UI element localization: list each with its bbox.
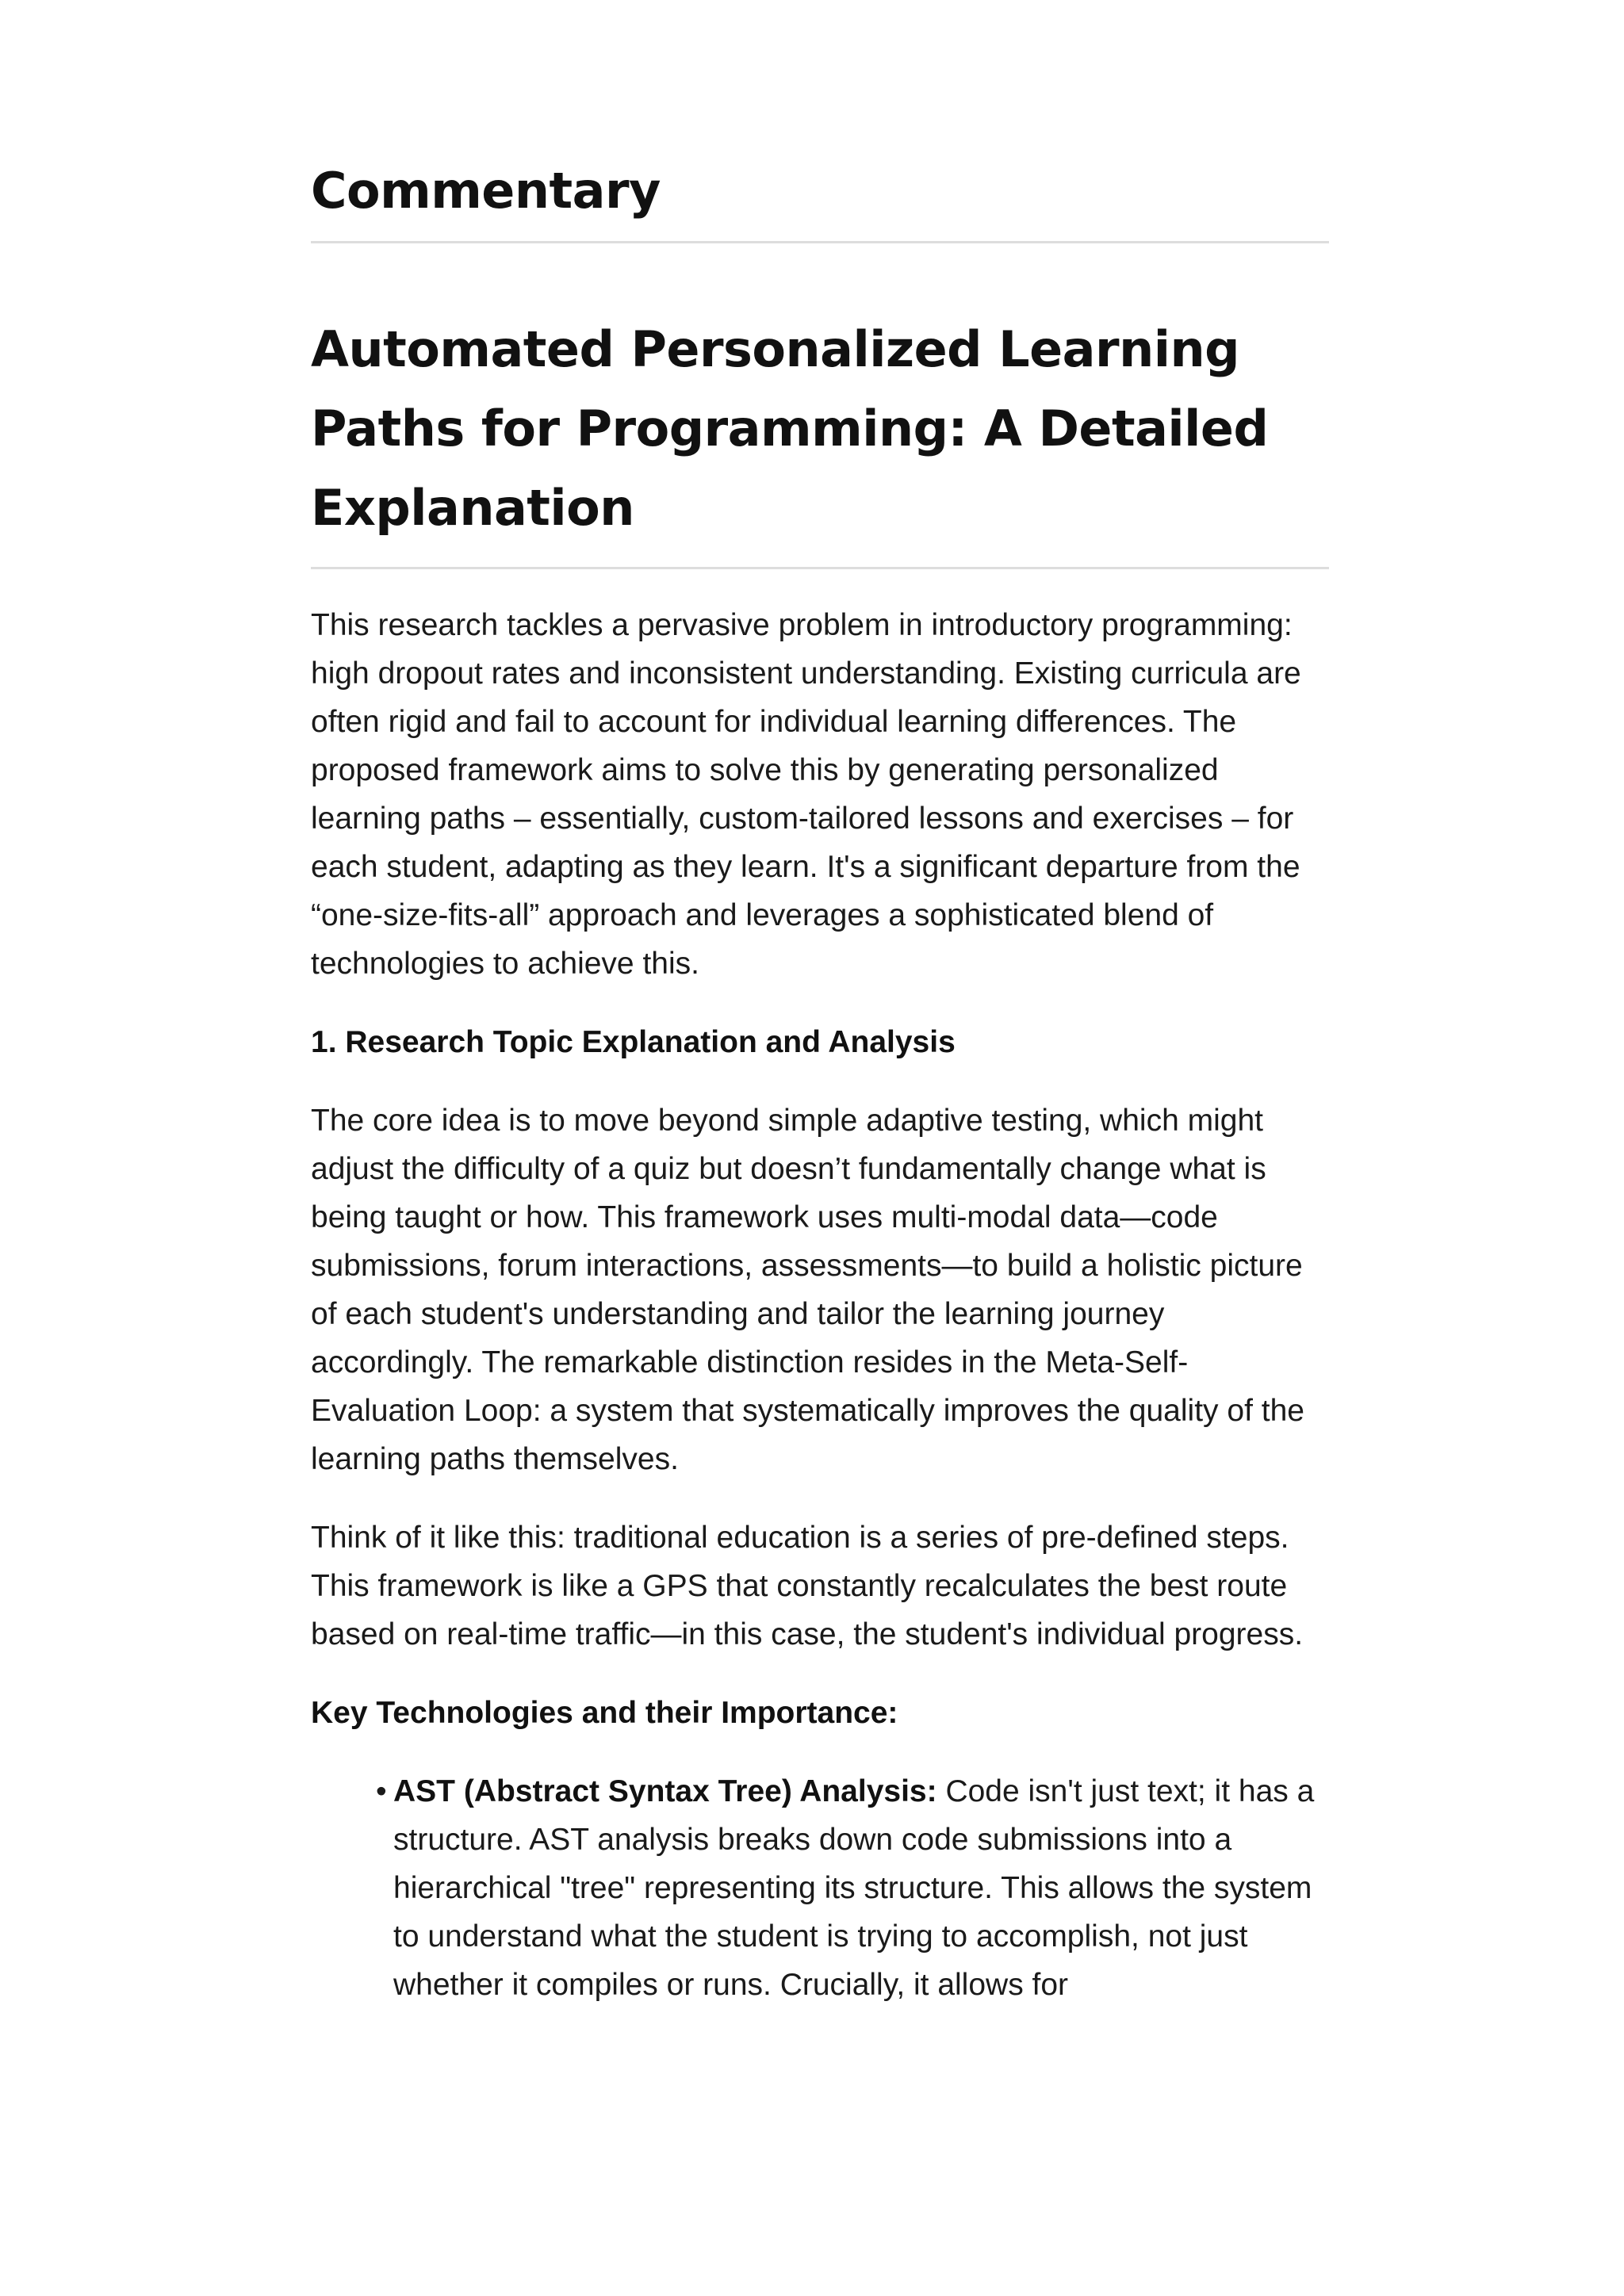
- list-item-text: Code isn't just text; it has a structure. AST analysis breaks down code submissions into a hierarchical "tree" representing its structure. This allows the system to understand what the student is trying to accomplish, not just whether it compiles or runs. Crucially, it allows for: [393, 1774, 1315, 2003]
- document-page: [311, 151, 1329, 2009]
- section-heading: 1. Research Topic Explanation and Analysis: [311, 1025, 956, 1060]
- bullet-icon: •: [376, 1774, 387, 1809]
- key-technologies-heading: Key Technologies and their Importance:: [311, 1696, 898, 1731]
- article-title: Automated Personalized Learning Paths for Programming: A Detailed Explanation: [311, 310, 1329, 569]
- section-paragraph: The core idea is to move beyond simple adaptive testing, which might adjust the difficulty of a quiz but doesn’t fundamentally change what is being taught or how. This framework uses multi-modal data—code submissions, forum interactions, assessments—to build a holistic picture of each student's understanding and tailor the learning journey accordingly. The remarkable distinction resides in the Meta-Self-Evaluation Loop: a system that systematically improves the quality of the learning paths themselves.: [311, 1104, 1304, 1477]
- page-title: Commentary: [311, 162, 1329, 243]
- intro-paragraph: This research tackles a pervasive problem in introductory programming: high dropout rates and inconsistent understanding. Existing curricula are often rigid and fail to account for individual learning differences. The proposed framework aims to solve this by generating personalized learning paths – essentially, custom-tailored lessons and exercises – for each student, adapting as they learn. It's a significant departure from the “one-size-fits-all” approach and leverages a sophisticated blend of technologies to achieve this.: [311, 608, 1301, 982]
- key-technologies-list: [311, 1767, 1329, 2009]
- list-item: [376, 1767, 1329, 2009]
- analogy-paragraph: Think of it like this: traditional education is a series of pre-defined steps. This framework is like a GPS that constantly recalculates the best route based on real-time traffic—in this case, the student's individual progress.: [311, 1521, 1304, 1652]
- list-item-label: AST (Abstract Syntax Tree) Analysis:: [393, 1774, 937, 1809]
